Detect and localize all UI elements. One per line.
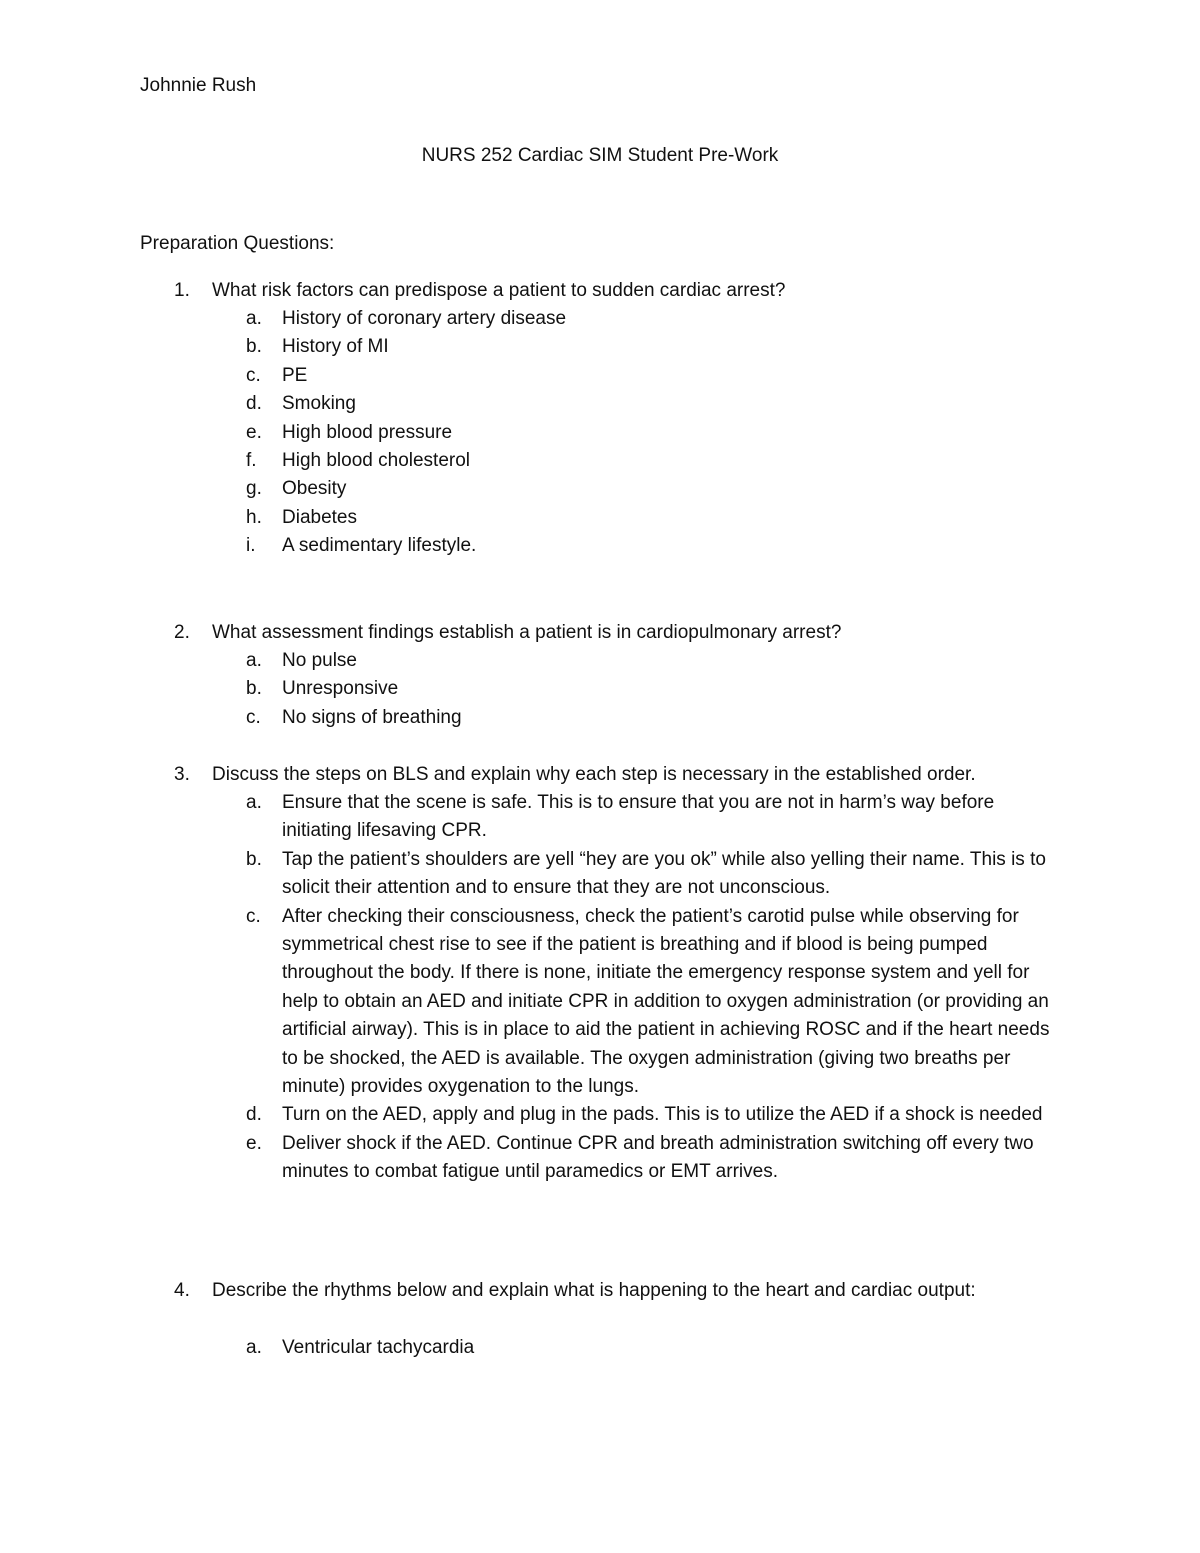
question-3-answers (0, 789, 1200, 1187)
question-4-answers (0, 1334, 1200, 1362)
item-text: Smoking (282, 393, 356, 415)
item-letter: h. (246, 506, 262, 528)
question-text: What assessment findings establish a patient is in cardiopulmonary arrest? (212, 622, 842, 643)
list-item (0, 789, 1200, 846)
item-text: Deliver shock if the AED. Continue CPR and breath administration switching off every two minutes to combat fatigue until paramedics or EMT arrives. (282, 1132, 1034, 1183)
item-letter: d. (246, 393, 262, 415)
author-name: Johnnie Rush (140, 75, 257, 96)
item-letter: b. (246, 336, 262, 358)
item-letter: b. (246, 678, 262, 700)
item-letter: b. (246, 848, 262, 870)
item-letter: e. (246, 1132, 262, 1154)
item-letter: f. (246, 450, 257, 472)
question-text: Describe the rhythms below and explain what is happening to the heart and cardiac output: (212, 1280, 976, 1301)
item-letter: a. (246, 1337, 262, 1358)
list-item (0, 1101, 1200, 1129)
item-letter: e. (246, 421, 262, 443)
item-text: After checking their consciousness, check the patient’s carotid pulse while observing for symmetrical chest rise to see if the patient is breathing and if blood is being pumped throughout the body. If there is none, initiate the emergency response system and yell for help to obtain an AED and initiate CPR in addition to oxygen administration (or providing an artificial airway). This is in place to aid the patient in achieving ROSC and if the heart needs to be shocked, the AED is available. The oxygen administration (giving two breaths per minute) provides oxygenation to the lungs. (282, 905, 1050, 1098)
item-letter: g. (246, 478, 262, 500)
item-text: A sedimentary lifestyle. (282, 535, 477, 557)
question-number: 2. (174, 622, 190, 643)
list-item (0, 419, 1200, 447)
item-text: No signs of breathing (282, 706, 462, 728)
section-label: Preparation Questions: (140, 233, 335, 254)
item-text: Turn on the AED, apply and plug in the pads. This is to utilize the AED if a shock is needed (282, 1104, 1043, 1126)
item-text: Ventricular tachycardia (282, 1337, 475, 1358)
item-text: History of MI (282, 336, 389, 358)
item-text: History of coronary artery disease (282, 308, 567, 329)
item-text: Diabetes (282, 506, 357, 528)
item-letter: a. (246, 308, 262, 329)
item-text: No pulse (282, 650, 357, 671)
item-text: Obesity (282, 478, 347, 500)
item-letter: c. (246, 706, 261, 728)
list-item (0, 647, 1200, 675)
item-text: Tap the patient’s shoulders are yell “hey are you ok” while also yelling their name. This is to solicit their attention and to ensure that they are not unconscious. (282, 848, 1046, 899)
list-item (0, 305, 1200, 333)
list-item (0, 1130, 1200, 1187)
list-item (0, 675, 1200, 703)
list-item (0, 362, 1200, 390)
list-item (0, 390, 1200, 418)
item-letter: a. (246, 650, 262, 671)
question-number: 1. (174, 280, 190, 301)
item-text: Unresponsive (282, 678, 399, 700)
item-letter: a. (246, 792, 262, 813)
question-2-answers (0, 647, 1200, 732)
list-item (0, 447, 1200, 475)
item-text: Ensure that the scene is safe. This is to ensure that you are not in harm’s way before initiating lifesaving CPR. (282, 792, 995, 842)
question-text: What risk factors can predispose a patient to sudden cardiac arrest? (212, 280, 786, 301)
item-letter: i. (246, 535, 256, 557)
document-title: NURS 252 Cardiac SIM Student Pre-Work (421, 145, 779, 166)
list-item (0, 1334, 1200, 1362)
item-text: High blood pressure (282, 421, 453, 443)
item-text: High blood cholesterol (282, 450, 471, 472)
item-text: PE (282, 364, 308, 386)
list-item (0, 504, 1200, 532)
list-item (0, 846, 1200, 903)
list-item (0, 532, 1200, 560)
item-letter: c. (246, 364, 261, 386)
question-number: 3. (174, 764, 190, 785)
list-item (0, 475, 1200, 503)
item-letter: c. (246, 905, 261, 927)
list-item (0, 333, 1200, 361)
list-item (0, 903, 1200, 1102)
question-1-answers (0, 305, 1200, 561)
question-number: 4. (174, 1280, 190, 1301)
item-letter: d. (246, 1104, 262, 1126)
list-item (0, 704, 1200, 732)
question-text: Discuss the steps on BLS and explain why each step is necessary in the established order. (212, 764, 976, 785)
